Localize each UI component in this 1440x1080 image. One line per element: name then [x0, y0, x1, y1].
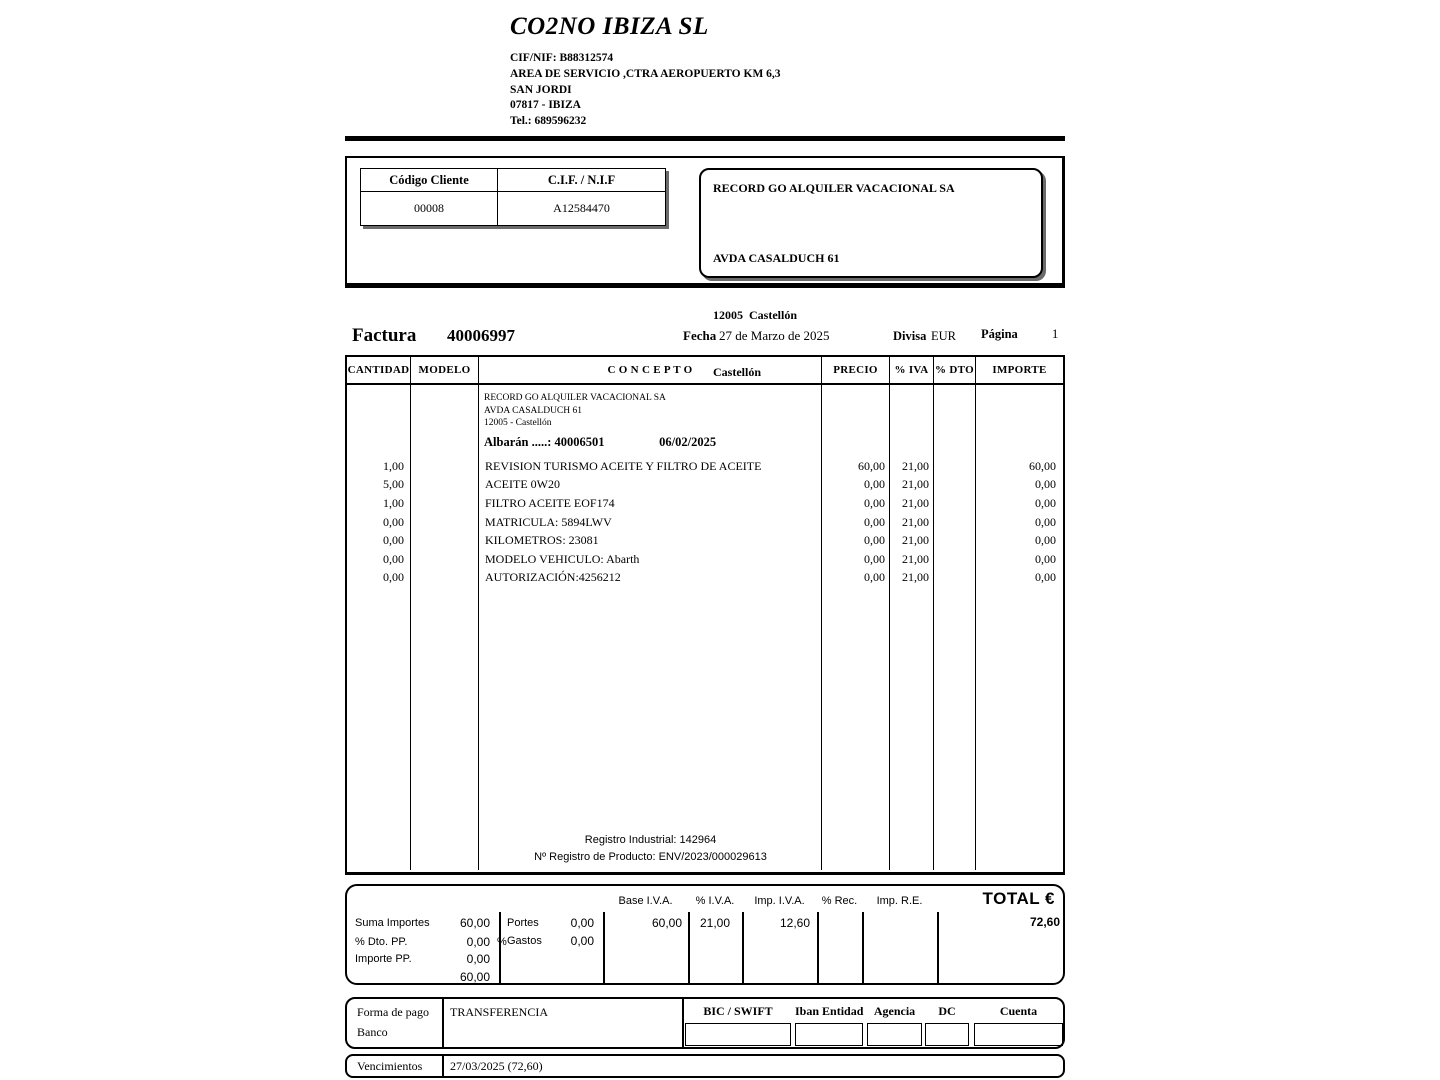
portes-value: 0,00 — [570, 916, 594, 930]
company-header — [510, 12, 781, 130]
payment-box — [345, 997, 1065, 1049]
item-concepto: REVISION TURISMO ACEITE Y FILTRO DE ACEITE — [485, 458, 762, 473]
agencia-cell — [867, 1023, 922, 1046]
imp-re-header: Imp. R.E. — [876, 895, 923, 907]
item-precio: 0,00 — [864, 551, 885, 566]
vencimientos-value: 27/03/2025 (72,60) — [450, 1059, 543, 1073]
item-cantidad: 5,00 — [383, 477, 404, 492]
item-importe: 0,00 — [1035, 551, 1056, 566]
item-iva: 21,00 — [902, 495, 929, 510]
totals-divider — [937, 912, 939, 985]
table-row — [347, 569, 1063, 588]
company-details — [510, 51, 781, 130]
iban-entidad-header: Iban Entidad — [795, 1004, 864, 1018]
dto-pp-value: 0,00 — [466, 934, 490, 949]
client-street: AVDA CASALDUCH 61 — [713, 251, 840, 265]
base-iva-value: 60,00 — [651, 916, 682, 930]
totals-divider — [499, 912, 501, 985]
importe-pp-label: Importe PP. — [355, 953, 412, 965]
item-concepto: FILTRO ACEITE EOF174 — [485, 495, 615, 510]
col-iva: % IVA — [890, 357, 934, 383]
ref-line3: 12005 - Castellón — [484, 418, 552, 428]
item-cantidad: 0,00 — [383, 533, 404, 548]
col-modelo: MODELO — [411, 357, 479, 383]
payment-divider — [682, 999, 684, 1047]
payment-divider — [442, 999, 444, 1047]
col-cantidad: CANTIDAD — [347, 357, 411, 383]
item-importe: 0,00 — [1035, 477, 1056, 492]
item-importe: 0,00 — [1035, 533, 1056, 548]
company-address-line3: 07817 - IBIZA — [510, 99, 581, 112]
item-precio: 0,00 — [864, 477, 885, 492]
suma-importes-value: 60,00 — [459, 916, 490, 930]
company-address-line1: AREA DE SERVICIO ,CTRA AEROPUERTO KM 6,3 — [510, 67, 781, 80]
item-precio: 0,00 — [864, 533, 885, 548]
item-iva: 21,00 — [902, 533, 929, 548]
table-row — [347, 457, 1063, 476]
totals-divider — [742, 912, 744, 985]
registro-block — [479, 832, 822, 865]
item-precio: 0,00 — [864, 495, 885, 510]
item-cantidad: 0,00 — [383, 514, 404, 529]
pct-iva-value: 21,00 — [699, 916, 730, 930]
cif-nif-header: C.I.F. / N.I.F — [547, 172, 616, 187]
item-concepto: KILOMETROS: 23081 — [485, 533, 599, 548]
iban-entidad-cell — [795, 1023, 863, 1046]
client-codes-header-row — [361, 169, 665, 192]
banco-label: Banco — [357, 1025, 388, 1039]
item-cantidad: 0,00 — [383, 551, 404, 566]
codigo-cliente-header: Código Cliente — [361, 169, 498, 191]
bic-swift-cell — [685, 1023, 791, 1046]
dto-pp-label: % Dto. PP. — [355, 935, 408, 948]
importe-pp-value: 0,00 — [466, 952, 490, 966]
pagina-value: 1 — [1052, 327, 1059, 341]
dc-header: DC — [938, 1004, 956, 1018]
item-iva: 21,00 — [902, 458, 929, 473]
header-divider — [345, 136, 1065, 141]
company-name: CO2NO IBIZA SL — [510, 13, 709, 40]
totals-divider — [862, 912, 864, 985]
item-precio: 60,00 — [858, 458, 885, 473]
company-cif: CIF/NIF: B88312574 — [510, 52, 614, 64]
bic-swift-header: BIC / SWIFT — [703, 1004, 773, 1018]
dto-pp-unit: % — [497, 935, 507, 948]
totals-divider — [817, 912, 819, 985]
suma-importes-label: Suma Importes — [355, 917, 430, 929]
albaran-row — [484, 435, 716, 450]
base-iva-header: Base I.V.A. — [618, 895, 673, 907]
fecha-label: Fecha — [683, 328, 717, 343]
factura-number: 40006997 — [447, 326, 515, 345]
divisa-value: EUR — [931, 329, 956, 343]
agencia-header: Agencia — [873, 1004, 916, 1018]
total-label: TOTAL € — [982, 889, 1055, 908]
albaran-number: Albarán .....: 40006501 — [484, 435, 605, 449]
gastos-value: 0,00 — [570, 933, 594, 948]
suma-total-value: 60,00 — [459, 970, 490, 984]
item-rows — [347, 457, 1063, 587]
item-iva: 21,00 — [902, 551, 929, 566]
col-dto: % DTO — [934, 357, 976, 383]
table-row — [347, 476, 1063, 495]
registro-industrial: Registro Industrial: 142964 — [584, 834, 717, 846]
dc-cell — [925, 1023, 969, 1046]
items-table-body — [347, 385, 1063, 870]
codigo-cliente-value: 00008 — [361, 192, 498, 225]
imp-iva-value: 12,60 — [779, 916, 810, 930]
item-importe: 0,00 — [1035, 570, 1056, 585]
item-iva: 21,00 — [902, 570, 929, 585]
item-cantidad: 1,00 — [383, 495, 404, 510]
col-importe: IMPORTE — [992, 364, 1047, 376]
item-cantidad: 1,00 — [383, 458, 404, 473]
divisa-label: Divisa — [893, 329, 927, 343]
invoice-meta-row — [345, 314, 1065, 350]
item-precio: 0,00 — [864, 570, 885, 585]
item-concepto: ACEITE 0W20 — [485, 477, 560, 492]
client-codes-value-row — [361, 192, 665, 225]
table-row — [347, 494, 1063, 513]
item-iva: 21,00 — [902, 514, 929, 529]
ref-line1: RECORD GO ALQUILER VACACIONAL SA — [484, 393, 666, 403]
forma-pago-label: Forma de pago — [357, 1005, 429, 1019]
gastos-label: Gastos — [507, 934, 542, 947]
pagina-label: Página — [981, 327, 1018, 341]
client-reference-block — [484, 392, 666, 430]
table-row — [347, 531, 1063, 550]
table-row — [347, 550, 1063, 569]
client-name: RECORD GO ALQUILER VACACIONAL SA — [713, 181, 955, 195]
cif-nif-value: A12584470 — [553, 201, 610, 215]
forma-pago-value: TRANSFERENCIA — [450, 1005, 549, 1019]
totals-box — [345, 884, 1065, 985]
item-concepto: AUTORIZACIÓN:4256212 — [485, 570, 621, 585]
col-precio: PRECIO — [822, 357, 890, 383]
item-importe: 0,00 — [1035, 514, 1056, 529]
cuenta-cell — [974, 1023, 1063, 1046]
col-concepto: C O N C E P T O — [479, 357, 822, 383]
company-address-line2: SAN JORDI — [510, 83, 572, 96]
item-iva: 21,00 — [902, 477, 929, 492]
total-value: 72,60 — [1029, 915, 1060, 929]
imp-iva-header: Imp. I.V.A. — [754, 895, 805, 907]
pct-rec-header: % Rec. — [821, 895, 858, 907]
item-concepto: MODELO VEHICULO: Abarth — [485, 551, 640, 566]
albaran-date: 06/02/2025 — [659, 435, 717, 449]
client-city: 12005 Castellón — [713, 308, 797, 322]
vencimientos-label: Vencimientos — [357, 1059, 423, 1073]
item-precio: 0,00 — [864, 514, 885, 529]
pct-iva-header: % I.V.A. — [695, 895, 735, 907]
item-importe: 0,00 — [1035, 495, 1056, 510]
vencimientos-box — [345, 1054, 1065, 1078]
ref-line2: AVDA CASALDUCH 61 — [484, 405, 583, 416]
item-cantidad: 0,00 — [383, 570, 404, 585]
registro-producto: Nº Registro de Producto: ENV/2023/000029613 — [534, 850, 767, 863]
company-phone: Tel.: 689596232 — [510, 115, 587, 128]
item-importe: 60,00 — [1029, 458, 1056, 473]
portes-label: Portes — [507, 917, 539, 929]
items-table-header — [347, 357, 1063, 385]
client-province: Castellón — [713, 365, 761, 379]
client-codes-box — [360, 168, 666, 226]
vencimientos-divider — [442, 1056, 444, 1076]
item-concepto: MATRICULA: 5894LWV — [485, 514, 612, 529]
items-table — [345, 355, 1065, 875]
table-row — [347, 513, 1063, 532]
cuenta-header: Cuenta — [999, 1004, 1038, 1018]
fecha-value: 27 de Marzo de 2025 — [719, 328, 830, 343]
factura-label: Factura — [352, 325, 417, 346]
